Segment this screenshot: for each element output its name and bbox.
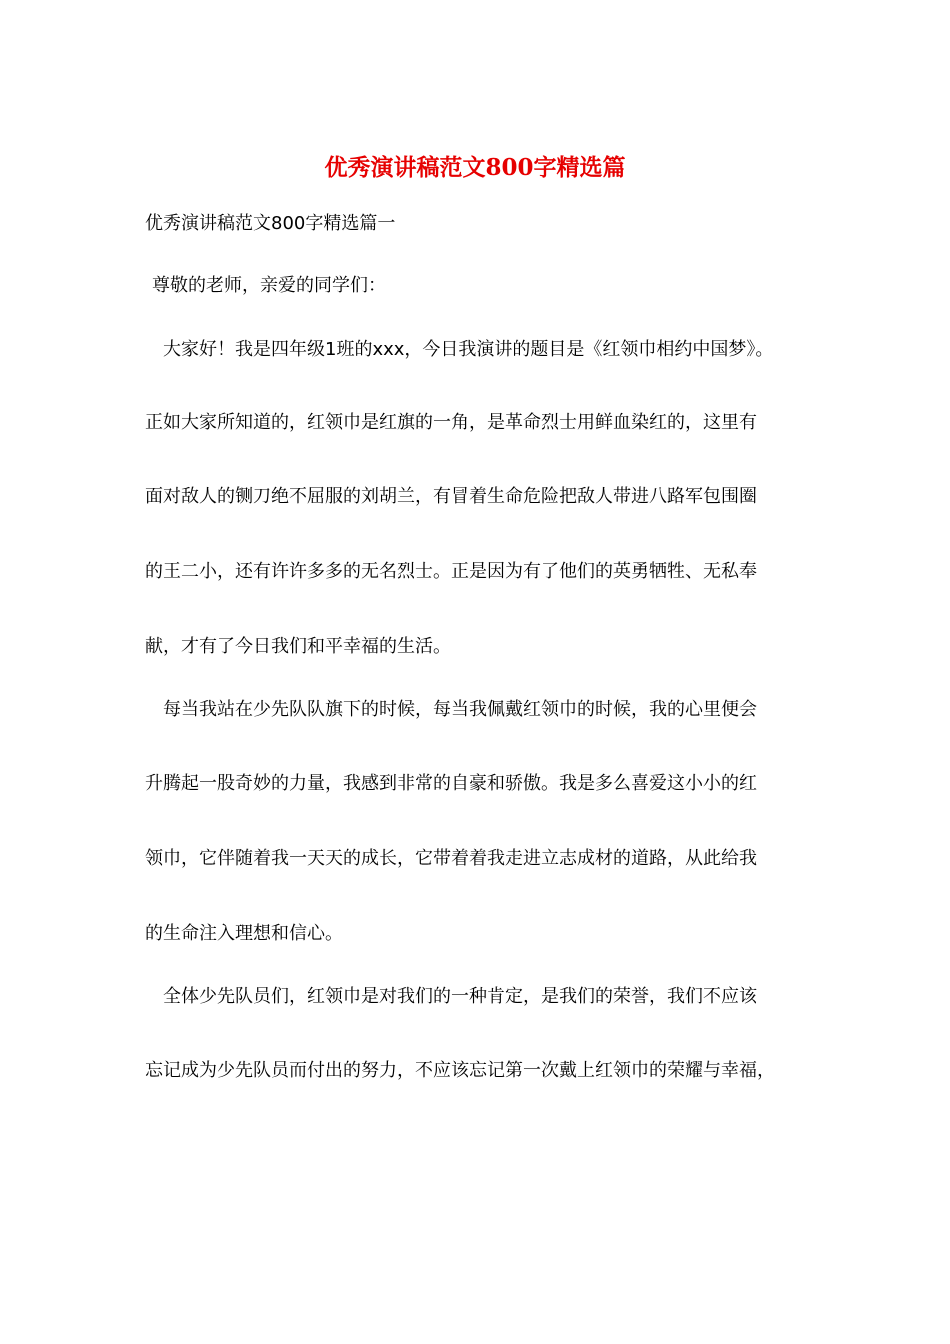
paragraph-line: 献，才有了今日我们和平幸福的生活。 bbox=[145, 636, 451, 657]
paragraph-line: 大家好！我是四年级1班的xxx，今日我演讲的题目是《红领巾相约中国梦》。 bbox=[163, 339, 774, 360]
document-title: 优秀演讲稿范文800字精选篇 bbox=[324, 154, 626, 181]
paragraph-line: 的王二小，还有许许多多的无名烈士。正是因为有了他们的英勇牺牲、无私奉 bbox=[145, 561, 757, 582]
paragraph-line: 正如大家所知道的，红领巾是红旗的一角，是革命烈士用鲜血染红的，这里有 bbox=[145, 412, 757, 433]
paragraph-line: 每当我站在少先队队旗下的时候，每当我佩戴红领巾的时候，我的心里便会 bbox=[163, 699, 757, 720]
document-subtitle: 优秀演讲稿范文800字精选篇一 bbox=[145, 213, 396, 234]
salutation: 尊敬的老师，亲爱的同学们： bbox=[152, 275, 386, 296]
paragraph-line: 面对敌人的铡刀绝不屈服的刘胡兰，有冒着生命危险把敌人带进八路军包围圈 bbox=[145, 486, 757, 507]
paragraph-line: 的生命注入理想和信心。 bbox=[145, 923, 343, 944]
paragraph-line: 领巾，它伴随着我一天天的成长，它带着着我走进立志成材的道路，从此给我 bbox=[145, 848, 757, 869]
paragraph-line: 忘记成为少先队员而付出的努力，不应该忘记第一次戴上红领巾的荣耀与幸福， bbox=[145, 1060, 775, 1081]
paragraph-line: 升腾起一股奇妙的力量，我感到非常的自豪和骄傲。我是多么喜爱这小小的红 bbox=[145, 773, 757, 794]
paragraph-line: 全体少先队员们，红领巾是对我们的一种肯定，是我们的荣誉，我们不应该 bbox=[163, 986, 757, 1007]
